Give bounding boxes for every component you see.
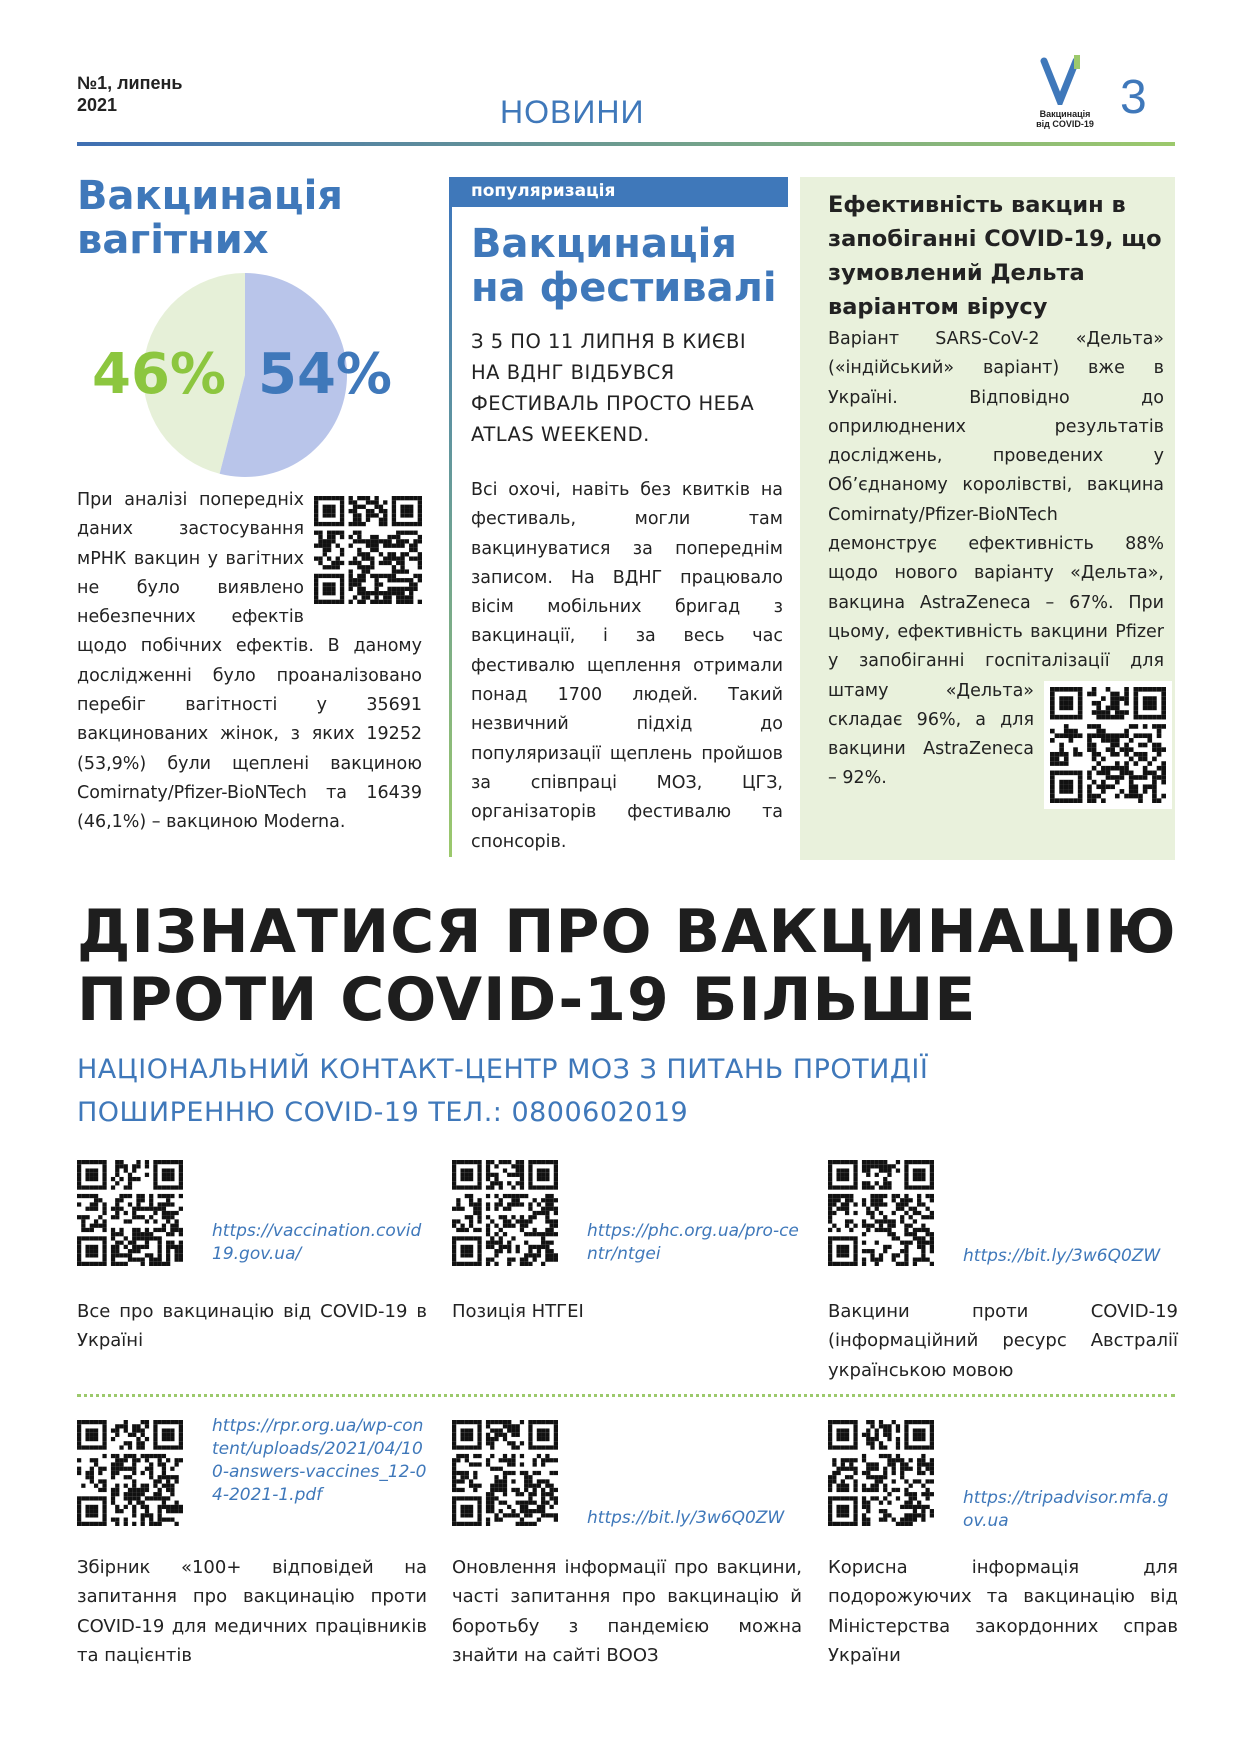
column-accent-line xyxy=(449,207,452,857)
category-tag: популяризація xyxy=(449,177,788,207)
resource-description: Збірник «100+ відповідей на запитання про вакцинацію проти COVID-19 для медичних працівників та пацієнтів xyxy=(77,1557,427,1666)
dotted-divider xyxy=(77,1394,1175,1397)
article-title-delta: Ефективність вакцин в запобіганні COVID-19, що зумовлений Дельта варіантом вірусу xyxy=(828,192,1162,320)
resource-link[interactable]: https://tripadvisor.mfa.gov.ua xyxy=(963,1488,1169,1531)
qr-code xyxy=(828,1420,934,1526)
resource-link[interactable]: https://phc.org.ua/pro-centr/ntgei xyxy=(587,1221,799,1264)
qr-code xyxy=(828,1160,934,1266)
resource-description: Все про вакцинацію від COVID-19 в Україні xyxy=(77,1301,427,1352)
article-title-pregnant: Вакцинація вагітних xyxy=(77,173,343,263)
resource-link[interactable]: https://bit.ly/3w6Q0ZW xyxy=(963,1246,1161,1266)
cta-heading: ДІЗНАТИСЯ ПРО ВАКЦИНАЦІЮ ПРОТИ COVID-19 БІЛЬШЕ xyxy=(77,897,1177,1035)
qr-code xyxy=(1044,681,1172,809)
section-title: НОВИНИ xyxy=(500,94,645,130)
resource-link[interactable]: https://vaccination.covid19.gov.ua/ xyxy=(212,1221,422,1264)
pie-label-54: 54% xyxy=(258,342,393,407)
qr-code xyxy=(452,1160,558,1266)
qr-code xyxy=(77,1420,183,1526)
vaccination-logo: Вакцинація від COVID-19 xyxy=(1030,55,1100,135)
resource-description: Корисна інформація для подорожуючих та вакцинацію від Міністерства закордонних справ України xyxy=(828,1557,1178,1666)
resource-link[interactable]: https://rpr.org.ua/wp-content/uploads/2021/04/100-answers-vaccines_12-04-2021-1.pdf xyxy=(212,1416,427,1505)
article-lead-festival: З 5 ПО 11 ЛИПНЯ В КИЄВІ НА ВДНГ ВІДБУВСЯ ФЕСТИВАЛЬ ПРОСТО НЕБА ATLAS WEEKEND. xyxy=(471,330,755,446)
resource-link[interactable]: https://bit.ly/3w6Q0ZW xyxy=(587,1508,785,1528)
article-title-festival: Вакцинація на фестивалі xyxy=(471,221,777,311)
page-number: 3 xyxy=(1120,71,1147,124)
qr-code xyxy=(314,496,422,604)
qr-code xyxy=(77,1160,183,1266)
article-text-festival: Всі охочі, навіть без квитків на фестиваль, могли там вакцинуватися за попереднім записом. На ВДНГ працювало вісім мобільних бригад з вакцинації, і за весь час фестивалю щеплення отримали понад 1700 людей. Такий незвичний підхід до популяризації щеплень пройшов за співпраці МОЗ, ЦГЗ, організаторів фестивалю та спонсорів. xyxy=(471,480,783,852)
resource-description: Оновлення інформації про вакцини, часті запитання про вакцинацію й боротьбу з пандемією можна знайти на сайті ВООЗ xyxy=(452,1557,802,1666)
article-text-pregnant: При аналізі попередніх даних застосування мРНК вакцин у вагітних не було виявлено небезпечних ефектів щодо побічних ефектів. В даному дослідженні було проаналізовано перебіг вагітності у 35691 вакцинованих жінок, з яких 19252 (53,9%) були щеплені вакциною Comirnaty/Pfizer-BioNTech та 16439 (46,1%) – вакциною Moderna. xyxy=(77,490,422,833)
contact-center-info: НАЦІОНАЛЬНИЙ КОНТАКТ-ЦЕНТР МОЗ З ПИТАНЬ ПРОТИДІЇ ПОШИРЕННЮ COVID-19 ТЕЛ.: 0800602019 xyxy=(77,1054,929,1128)
article-text-delta: Варіант SARS-CoV-2 «Дельта» («індійський» варіант) вже в Україні. Відповідно до оприлюднених результатів досліджень, проведених у Об’єднаному королівстві, вакцина Comirnaty/Pfizer-BioNTech демонструє ефективність 88% щодо нового варіанту «Дельта», вакцина AstraZeneca – 67%. При цьому, ефективність вакцини Pfizer у запобіганні госпіталізації для штаму «Дельта» складає 96%, а для вакцини AstraZeneca – 92%. xyxy=(828,325,1164,809)
header-divider xyxy=(77,142,1175,146)
qr-code xyxy=(452,1420,558,1526)
issue-info: №1, липень 2021 xyxy=(77,73,183,115)
resource-description: Вакцини проти COVID-19 (інформаційний ресурс Австралії українською мовою xyxy=(828,1301,1178,1381)
pie-label-46: 46% xyxy=(92,342,227,407)
resource-description: Позиція НТГЕІ xyxy=(452,1301,584,1322)
